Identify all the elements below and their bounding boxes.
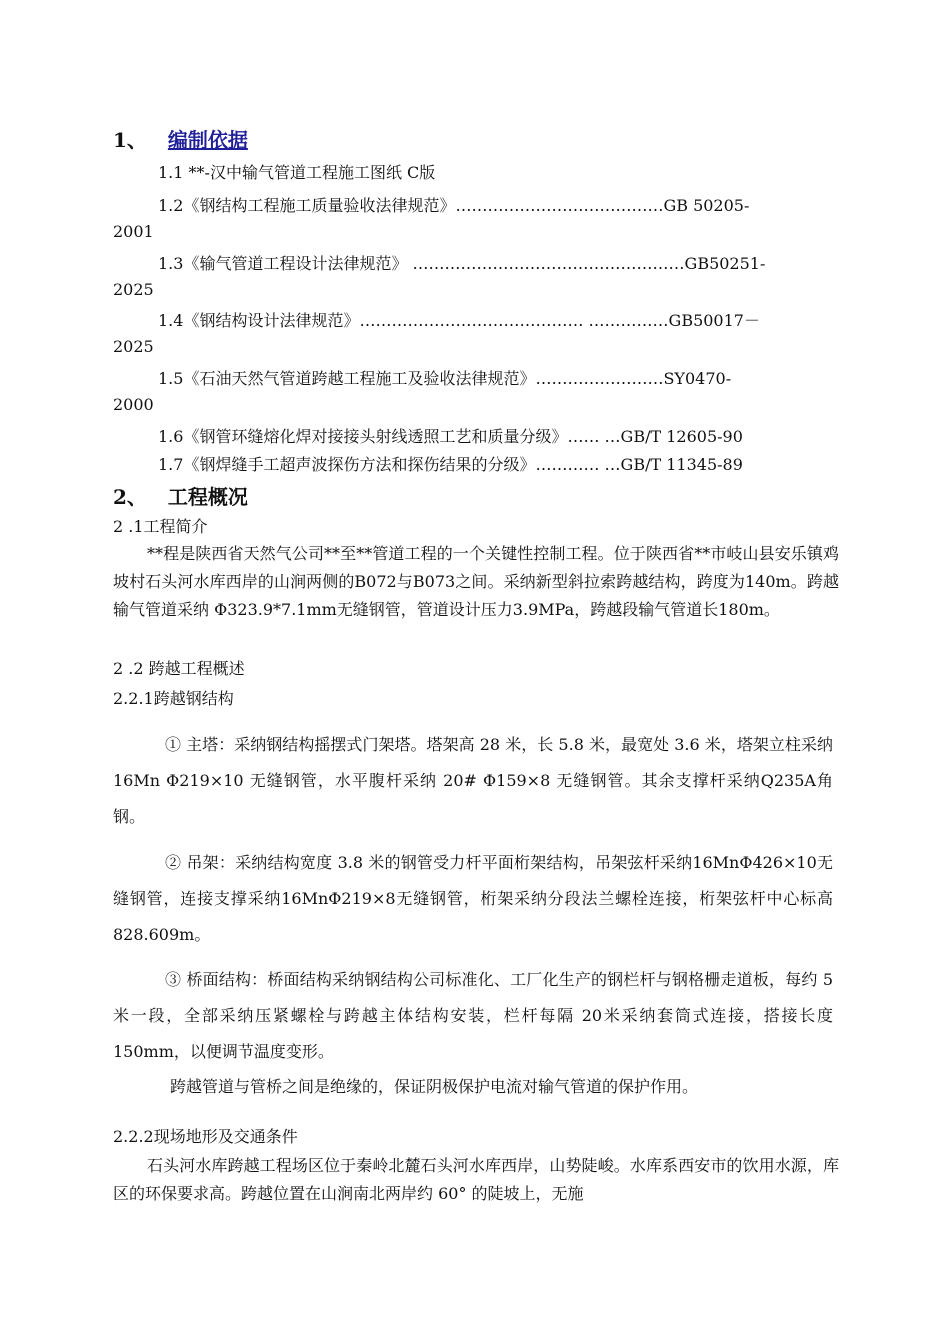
section1-heading <box>113 124 248 153</box>
insulation-paragraph: 跨越管道与管桥之间是绝缘的，保证阴极保护电流对输气管道的保护作用。 <box>170 1077 699 1096</box>
reference-item-continuation: 2025 <box>113 280 154 299</box>
section2-title: 工程概况 <box>167 485 248 509</box>
section1-title-link[interactable]: 编制依据 <box>167 128 248 152</box>
reference-item: 1.5《石油天然气管道跨越工程施工及验收法律规范》……………………SY0470- <box>158 369 732 388</box>
section2-number: 2、 <box>113 485 147 509</box>
subheading-2-2: 2 .2 跨越工程概述 <box>113 659 245 678</box>
intro-paragraph: **程是陕西省天然气公司**至**管道工程的一个关键性控制工程。位于陕西省**市岐山县安乐镇鸡坡村石头河水库西岸的山涧两侧的B072与B073之间。采纳新型斜拉索跨越结构，跨度为140m。跨越输气管道采纳 Φ323.9*7.1mm无缝钢管，管道设计压力3.9MPa，跨越段输气管道长180m。 <box>113 544 839 619</box>
subheading-2-2-2: 2.2.2现场地形及交通条件 <box>113 1127 298 1146</box>
reference-item: 1.6《钢管环缝熔化焊对接接头射线透照工艺和质量分级》…… …GB/T 12605-90 <box>158 427 743 446</box>
hanger-paragraph: ② 吊架：采纳结构宽度 3.8 米的钢管受力杆平面桁架结构，吊架弦杆采纳16MnΦ426×10无缝钢管，连接支撑采纳16MnΦ219×8无缝钢管，桁架采纳分段法兰螺栓连接，桁架弦杆中心标高828.609m。 <box>113 853 833 944</box>
reference-item: 1.2《钢结构工程施工质量验收法律规范》…………………………………GB 50205- <box>158 196 750 215</box>
section1-number: 1、 <box>113 128 147 152</box>
terrain-paragraph: 石头河水库跨越工程场区位于秦岭北麓石头河水库西岸，山势陡峻。水库系西安市的饮用水源，库区的环保要求高。跨越位置在山涧南北两岸约 60° 的陡坡上，无施 <box>113 1156 839 1203</box>
main-tower-paragraph: ① 主塔：采纳钢结构摇摆式门架塔。塔架高 28 米，长 5.8 米，最宽处 3.6 米，塔架立柱采纳 16Mn Φ219×10 无缝钢管，水平腹杆采纳 20# Φ159×8 无缝钢管。其余支撑杆采纳Q235A角钢。 <box>113 735 833 826</box>
reference-item-continuation: 2001 <box>113 222 154 241</box>
section2-heading <box>113 481 248 510</box>
deck-structure-paragraph: ③ 桥面结构：桥面结构采纳钢结构公司标准化、工厂化生产的钢栏杆与钢格栅走道板，每约 5 米一段，全部采纳压紧螺栓与跨越主体结构安装，栏杆每隔 20米采纳套筒式连接，搭接长度150mm，以便调节温度变形。 <box>113 970 833 1061</box>
reference-item: 1.4《钢结构设计法律规范》…………………………………… ……………GB50017－ <box>158 311 760 330</box>
subheading-2-1: 2 .1工程简介 <box>113 517 208 536</box>
reference-item-continuation: 2025 <box>113 337 154 356</box>
reference-item: 1.1 **-汉中输气管道工程施工图纸 C版 <box>158 163 436 182</box>
subheading-2-2-1: 2.2.1跨越钢结构 <box>113 689 234 708</box>
reference-item: 1.7《钢焊缝手工超声波探伤方法和探伤结果的分级》………… …GB/T 11345-89 <box>158 455 743 474</box>
reference-item: 1.3《输气管道工程设计法律规范》 ……………………………………………GB50251- <box>158 254 766 273</box>
reference-item-continuation: 2000 <box>113 395 154 414</box>
